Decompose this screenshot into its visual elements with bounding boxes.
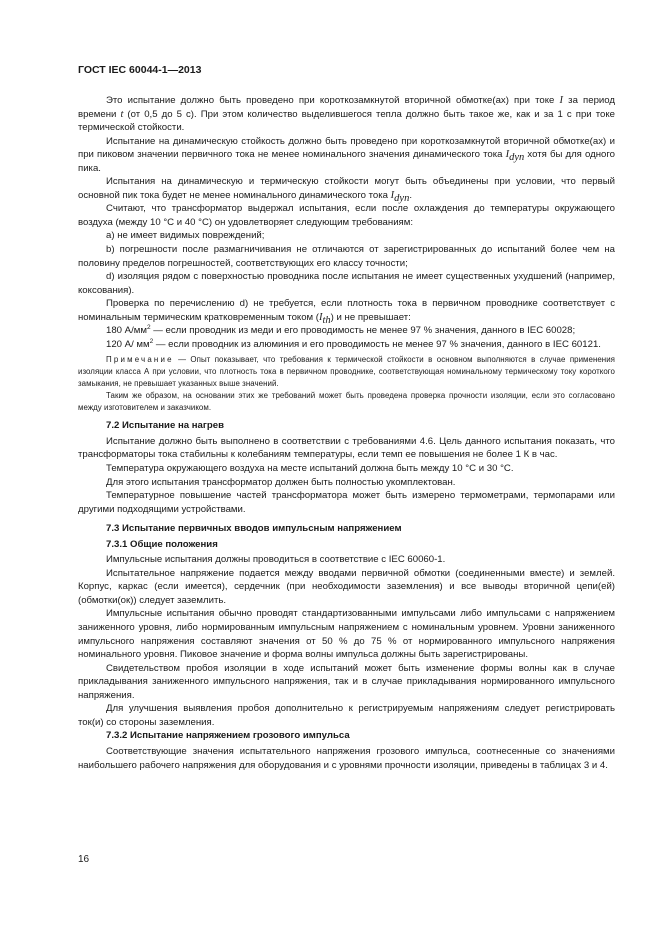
text: хотя бы для одного пика. [78, 149, 615, 174]
note-text: — Опыт показывает, что требования к термической стойкости в основном выполняются в случае применения изоляции класса А при условии, что плотность тока в первичном проводнике, соответствующая номинальному термическому току короткого замыкания, не превышает указанных выше значений. [78, 355, 615, 388]
note [78, 354, 615, 389]
var-I: I [390, 189, 395, 201]
paragraph: Температурное повышение частей трансформатора может быть измерено термометрами, термопарами или другими подходящими устройствами. [78, 490, 615, 515]
document-header: ГОСТ IEC 60044-1—2013 [78, 64, 202, 76]
subscript-dyn: dyn [394, 192, 410, 204]
section-heading-7-2: 7.2 Испытание на нагрев [106, 420, 224, 432]
var-I: I [559, 95, 564, 106]
text: за период времени [78, 95, 615, 120]
superscript: 2 [149, 337, 154, 345]
page-number: 16 [78, 854, 90, 865]
paragraph: Импульсные испытания обычно проводят стандартизованными импульсами либо импульсами с напряжением заниженного уровня, либо нормированным импульсным напряжением с номинальным уровнем. Уровни заниженного импульсного напряжения составляют значения от 50 % до 75 % от нормированного импульсного напряжения номинального уровня. Пиковое значение и форма волны импульса должны быть зарегистрированы. [78, 608, 615, 661]
paragraph: Соответствующие значения испытательного напряжения грозового импульса, соотнесенные со значениями наибольшего рабочего напряжения для оборудования и с уровнями прочности изоляции, приведены в таблицах 3 и 4. [78, 745, 615, 771]
paragraph-dynamic-test [78, 135, 615, 176]
section-heading-7-3: 7.3 Испытание первичных вводов импульсным напряжением [106, 523, 402, 535]
subsection-heading-7-3-2: 7.3.2 Испытание напряжением грозового импульса [106, 730, 350, 742]
paragraph: Температура окружающего воздуха на месте испытаний должна быть между 10 °С и 30 °С. [106, 463, 514, 475]
text: 180 А/мм [106, 325, 147, 337]
text: — если проводник из алюминия и его проводимость не менее 97 % значения, данного в IEC 60121. [153, 338, 601, 350]
paragraph-pass-criteria: Считают, что трансформатор выдержал испытания, если после охлаждения до температуры окружающего воздуха (между 10 °С и 40 °С) он удовлетворяет следующим требованиям: [78, 203, 615, 228]
paragraph: Испытательное напряжение подается между вводами первичной обмотки (соединенными вместе) и землей. Корпус, каркас (если имеется), сердечник (при необходимости заземления) и все выводы вторичной цепи(ей) (обмотки(ок)) следует заземлить. [78, 567, 615, 606]
note-label: Примечание [106, 355, 174, 365]
var-I: I [319, 311, 323, 323]
paragraph: Для улучшения выявления пробоя дополнительно к регистрируемым напряжениям следует регистрировать ток(и) со стороны заземления. [78, 703, 615, 728]
text: — если проводник из меди и его проводимость не менее 97 % значения, данного в IEC 60028; [150, 325, 576, 337]
paragraph-aluminium-limit [78, 338, 615, 352]
paragraph-copper-limit [78, 324, 615, 338]
list-item-d: d) изоляция рядом с поверхностью проводника после испытания не имеет существенных ухудшений (например, коксования). [78, 271, 615, 296]
text: ) и не превышает: [330, 311, 411, 323]
paragraph-thermal-test [78, 94, 615, 135]
text: (от 0,5 до 5 с). При этом количество выделившегося тепла должно быть такое же, как и за 1 с при токе термической стойкости. [78, 108, 615, 134]
subsection-heading-7-3-1: 7.3.1 Общие положения [106, 538, 218, 550]
subscript-th: th [322, 314, 331, 326]
text: Это испытание должно быть проведено при короткозамкнутой вторичной обмотке(ах) при токе [106, 95, 560, 106]
page-content [78, 94, 615, 772]
paragraph: Свидетельством пробоя изоляции в ходе испытаний может быть изменение формы волны как в случае прикладывания заниженного импульсного напряжения, так и в случае прикладывания нормированного импульсного напряжения. [78, 662, 615, 701]
superscript: 2 [146, 324, 151, 332]
subscript-dyn: dyn [509, 152, 525, 164]
text: Проверка по перечислению d) не требуется, если плотность тока в первичном проводнике соответствует с номинальным термическим кратковременным током ( [78, 298, 615, 323]
text: 120 А/ мм [106, 338, 150, 350]
note-continuation: Таким же образом, на основании этих же требований может быть проведена проверка прочности изоляции, если это согласовано между изготовителем и заказчиком. [78, 390, 615, 412]
paragraph: Испытание должно быть выполнено в соответствии с требованиями 4.6. Цель данного испытания показать, что трансформаторы тока стабильны к колебаниям температуры, если темп ее повышения не более 1 К в час. [78, 435, 615, 461]
var-t: t [120, 108, 124, 120]
var-I: I [505, 149, 510, 161]
paragraph: Импульсные испытания должны проводиться в соответствие с IEC 60060-1. [106, 554, 446, 566]
text: . [409, 189, 412, 201]
text: Испытания на динамическую и термическую стойкости могут быть объединены при условии, что первый основной пик тока будет не менее номинального динамического тока [78, 176, 615, 201]
list-item-a: а) не имеет видимых повреждений; [106, 230, 265, 242]
paragraph-current-density [78, 297, 615, 324]
list-item-b: b) погрешности после размагничивания не отличаются от зарегистрированных до испытаний более чем на половину пределов погрешностей, соответствующих его классу точности; [78, 244, 615, 269]
paragraph: Для этого испытания трансформатор должен быть полностью укомплектован. [106, 476, 456, 488]
paragraph-combined-test [78, 175, 615, 202]
text: Испытание на динамическую стойкость должно быть проведено при короткозамкнутой вторичной обмотке(ах) и при пиковом значении первичного тока не менее номинального значения динамического тока [78, 135, 615, 161]
